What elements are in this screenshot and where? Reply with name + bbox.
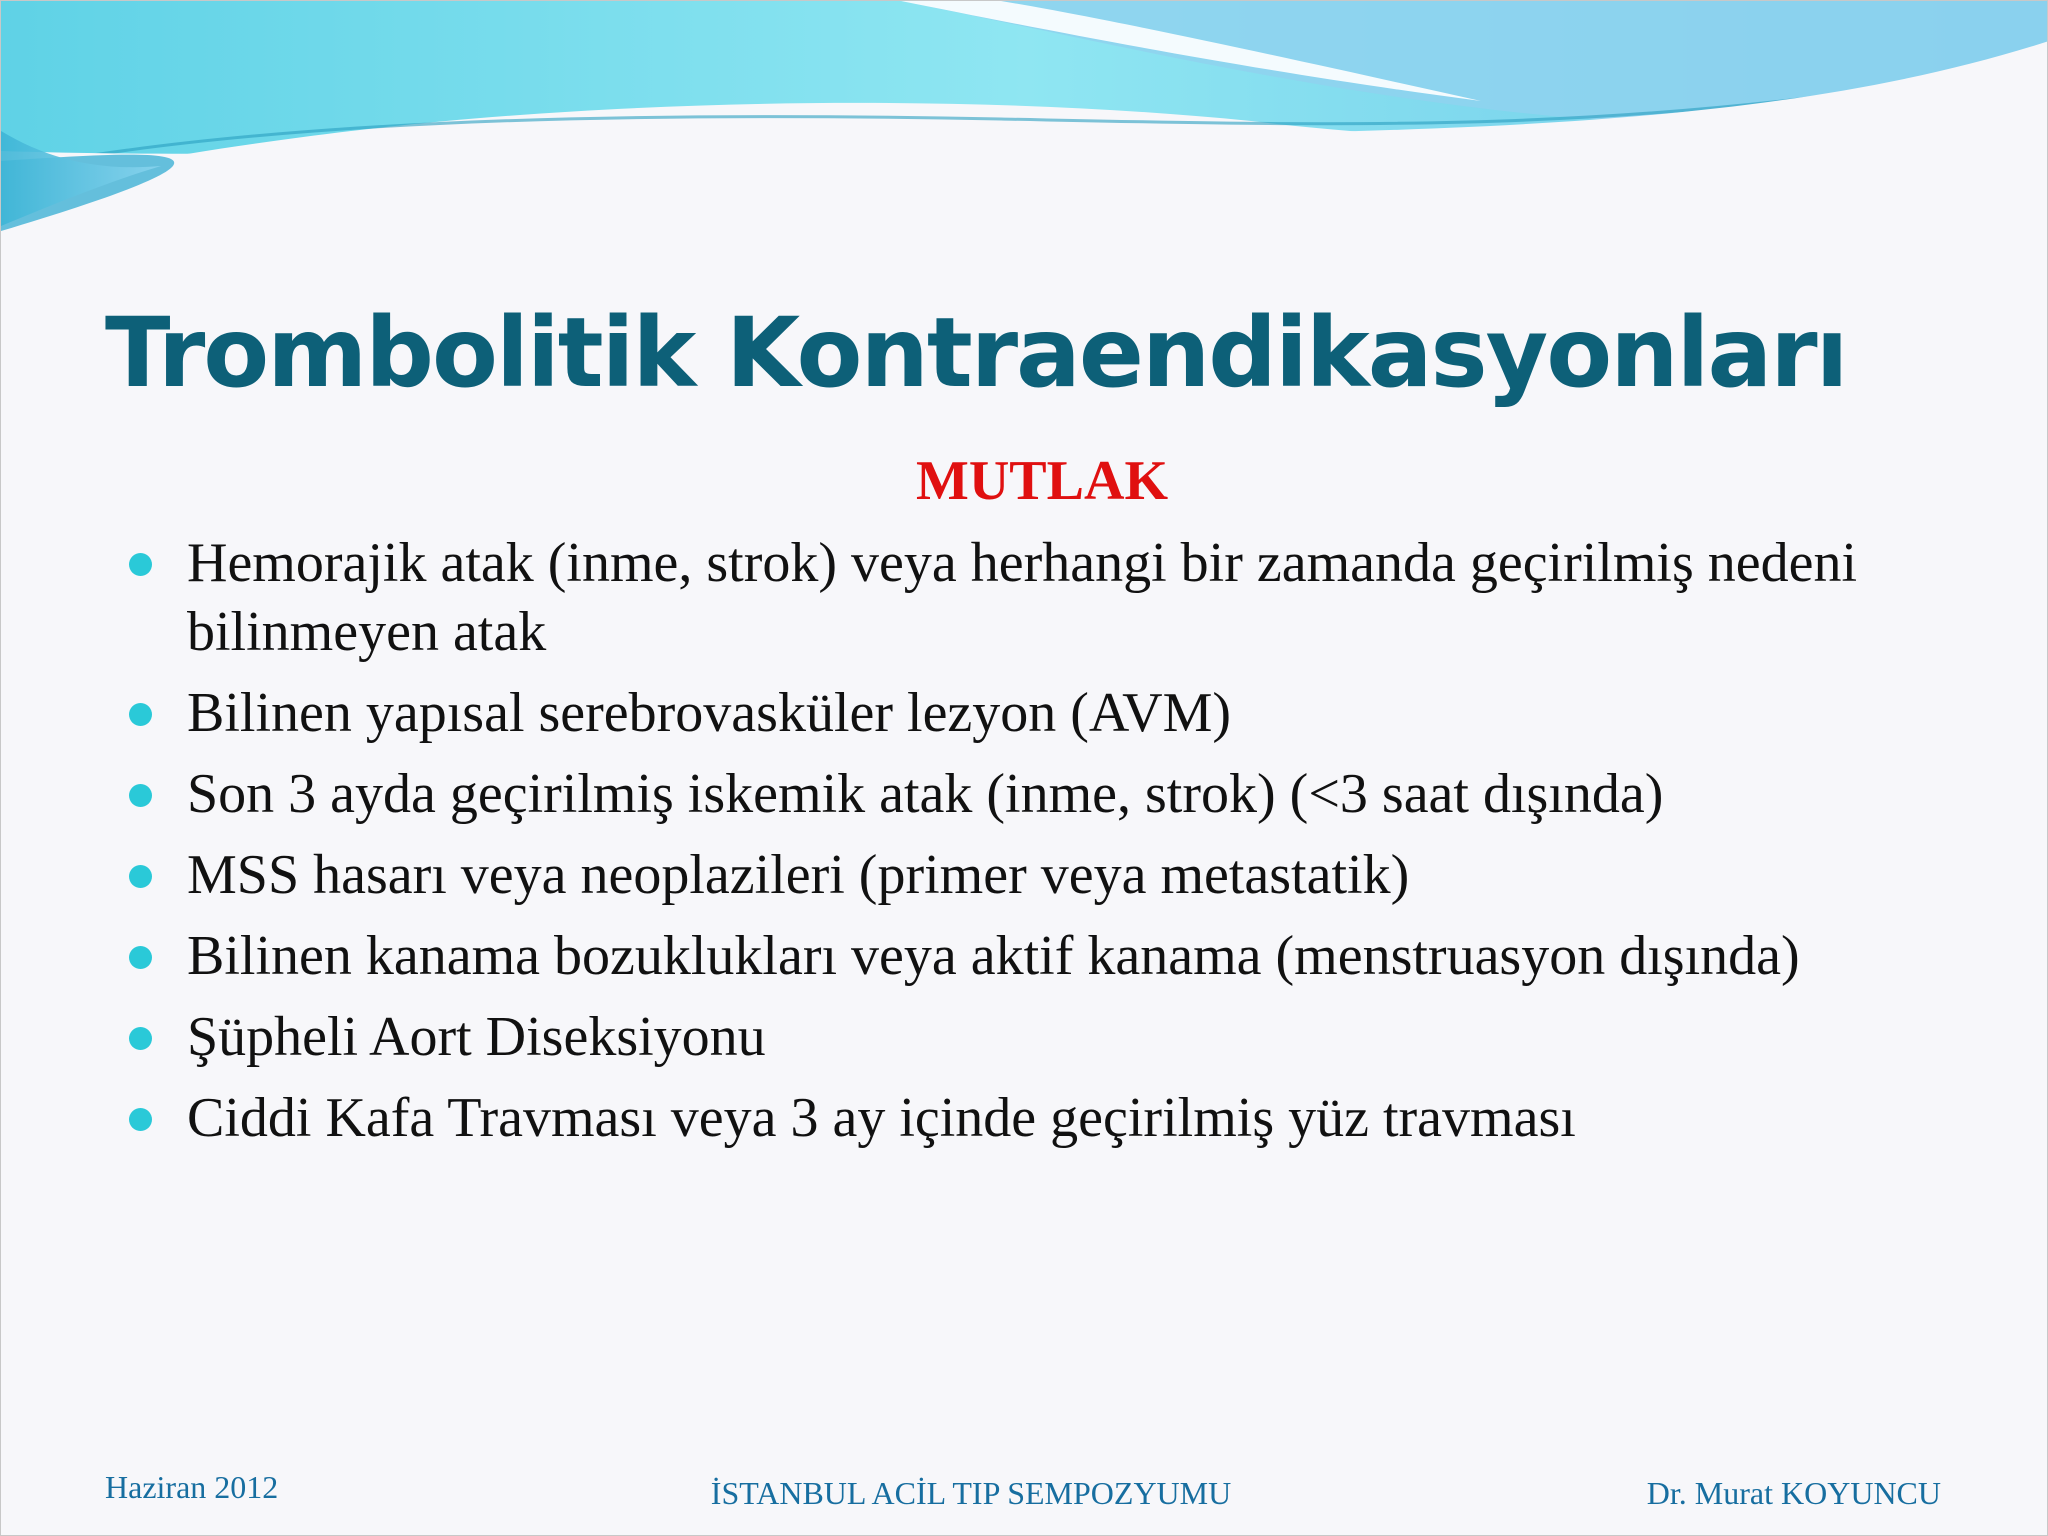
bullet-item: [123, 841, 2003, 910]
bullet-text: Bilinen yapısal serebrovasküler lezyon (AVM): [187, 682, 1232, 744]
bullet-text: Son 3 ayda geçirilmiş iskemik atak (inme, strok) (<3 saat dışında): [187, 763, 1664, 825]
bullet-dot-icon: [129, 1108, 152, 1131]
bullet-item: [123, 529, 2003, 667]
slide-subtitle: MUTLAK: [916, 450, 1168, 512]
bullet-dot-icon: [129, 1027, 152, 1050]
bullet-dot-icon: [129, 946, 152, 969]
bullet-item: [123, 1084, 2003, 1153]
bullet-list: [123, 529, 2003, 1165]
bullet-text: MSS hasarı veya neoplazileri (primer veya metastatik): [187, 844, 1410, 906]
bullet-text: Ciddi Kafa Travması veya 3 ay içinde geçirilmiş yüz travması: [187, 1087, 1576, 1149]
bullet-dot-icon: [129, 865, 152, 888]
bullet-dot-icon: [129, 553, 152, 576]
footer-date: Haziran 2012: [105, 1469, 279, 1505]
bullet-item: [123, 922, 2003, 991]
bullet-text: Hemorajik atak (inme, strok) veya herhangi bir zamanda geçirilmiş nedeni bilinmeyen atak: [187, 532, 1858, 663]
footer-event: İSTANBUL ACİL TIP SEMPOZYUMU: [710, 1475, 1232, 1511]
footer-author: Dr. Murat KOYUNCU: [1646, 1475, 1941, 1511]
bullet-item: [123, 760, 2003, 829]
bullet-dot-icon: [129, 784, 152, 807]
slide-title: Trombolitik Kontraendikasyonları: [105, 297, 1847, 409]
bullet-dot-icon: [129, 703, 152, 726]
header-wave-decoration: [1, 1, 2048, 241]
bullet-text: Bilinen kanama bozuklukları veya aktif kanama (menstruasyon dışında): [187, 925, 1800, 987]
bullet-item: [123, 1003, 2003, 1072]
bullet-text: Şüpheli Aort Diseksiyonu: [187, 1006, 766, 1068]
bullet-item: [123, 679, 2003, 748]
